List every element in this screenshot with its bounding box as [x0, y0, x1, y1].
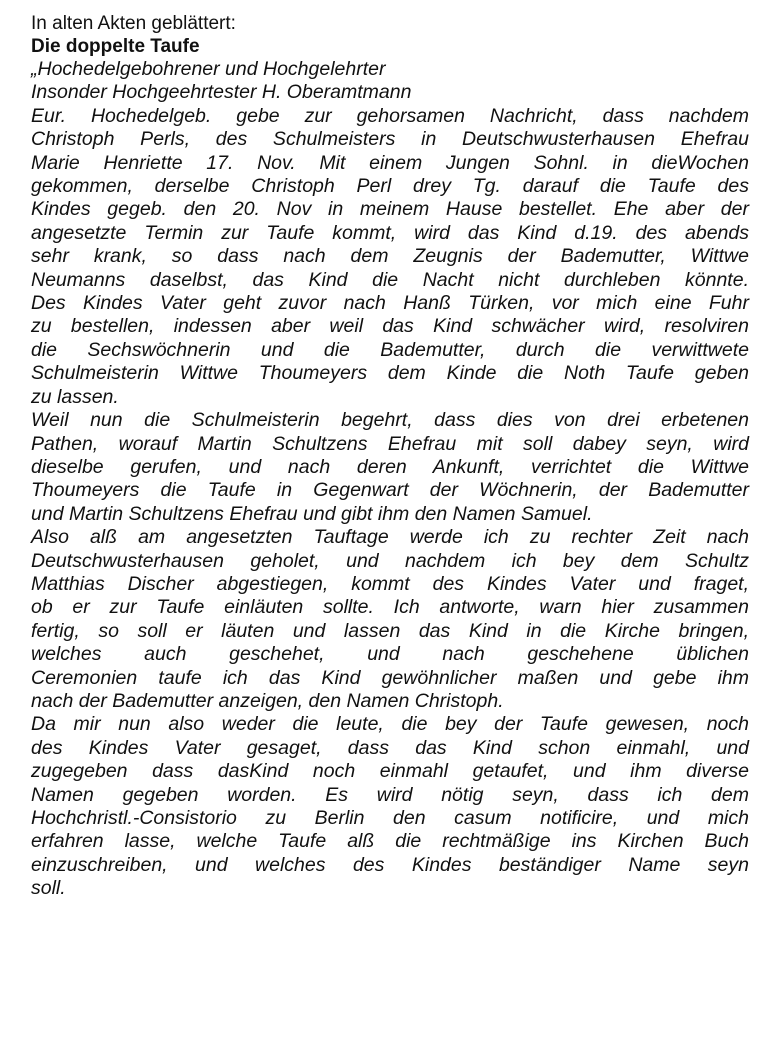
text-line: Da mir nun also weder die leute, die bey der Taufe gewesen, noch [31, 713, 749, 736]
document-page [31, 12, 749, 901]
paragraph-4 [31, 713, 749, 900]
text-line: sehr krank, so dass nach dem Zeugnis der Bademutter, Wittwe [31, 245, 749, 268]
letter-body [31, 58, 749, 901]
salutation-line: „Hochedelgebohrener und Hochgelehrter [31, 58, 386, 80]
text-line: Namen gegeben worden. Es wird nötig seyn, dass ich dem [31, 783, 749, 806]
paragraph-3 [31, 526, 749, 713]
text-line: ob er zur Taufe einläuten sollte. Ich antworte, warn hier zusammen [31, 596, 749, 619]
text-line: Thoumeyers die Taufe in Gegenwart der Wöchnerin, der Bademutter [31, 479, 749, 502]
paragraph-1 [31, 105, 749, 409]
text-line: Eur. Hochedelgeb. gebe zur gehorsamen Nachricht, dass nachdem [31, 104, 749, 127]
text-line: einzuschreiben, und welches des Kindes beständiger Name seyn [31, 853, 749, 876]
article-title: Die doppelte Taufe [31, 36, 200, 57]
text-line: soll. [31, 877, 66, 900]
text-line: nach der Bademutter anzeigen, den Namen Christoph. [31, 689, 504, 712]
text-line: Marie Henriette 17. Nov. Mit einem Jungen Sohnl. in dieWochen [31, 151, 749, 174]
text-line: zu bestellen, indessen aber weil das Kind schwächer wird, resolviren [31, 315, 749, 338]
text-line: angesetzte Termin zur Taufe kommt, wird das Kind d.19. des abends [31, 221, 749, 244]
text-line: Ceremonien taufe ich das Kind gewöhnlicher maßen und gebe ihm [31, 666, 749, 689]
text-line: Christoph Perls, des Schulmeisters in Deutschwusterhausen Ehefrau [31, 128, 749, 151]
text-line: fertig, so soll er läuten und lassen das Kind in die Kirche bringen, [31, 619, 749, 642]
text-line: und Martin Schultzens Ehefrau und gibt ihm den Namen Samuel. [31, 502, 593, 525]
text-line: welches auch geschehet, und nach geschehene üblichen [31, 643, 749, 666]
text-line: Neumanns daselbst, das Kind die Nacht nicht durchleben könnte. [31, 268, 749, 291]
text-line: zugegeben dass dasKind noch einmahl getaufet, und ihm diverse [31, 760, 749, 783]
text-line: Weil nun die Schulmeisterin begehrt, dass dies von drei erbetenen [31, 409, 749, 432]
text-line: die Sechswöchnerin und die Bademutter, durch die verwittwete [31, 338, 749, 361]
paragraph-2 [31, 409, 749, 526]
text-line: Matthias Discher abgestiegen, kommt des Kindes Vater und fraget, [31, 572, 749, 595]
text-line: Des Kindes Vater geht zuvor nach Hanß Türken, vor mich eine Fuhr [31, 292, 749, 315]
article-kicker: In alten Akten geblättert: [31, 13, 236, 34]
text-line: Kindes gegeb. den 20. Nov in meinem Hause bestellet. Ehe aber der [31, 198, 749, 221]
text-line: gekommen, derselbe Christoph Perl drey Tg. darauf die Taufe des [31, 175, 749, 198]
text-line: Pathen, worauf Martin Schultzens Ehefrau mit soll dabey seyn, wird [31, 432, 749, 455]
text-line: des Kindes Vater gesaget, dass das Kind schon einmahl, und [31, 736, 749, 759]
text-line: Hochchristl.-Consistorio zu Berlin den casum notificire, und mich [31, 807, 749, 829]
salutation-line: Insonder Hochgeehrtester H. Oberamtmann [31, 81, 412, 104]
text-line: Also alß am angesetzten Tauftage werde ich zu rechter Zeit nach [31, 526, 749, 549]
text-line: Deutschwusterhausen geholet, und nachdem ich bey dem Schultz [31, 549, 749, 572]
text-line: dieselbe gerufen, und nach deren Ankunft, verrichtet die Wittwe [31, 455, 749, 478]
text-line: erfahren lasse, welche Taufe alß die rechtmäßige ins Kirchen Buch [31, 830, 749, 853]
text-line: zu lassen. [31, 385, 119, 408]
text-line: Schulmeisterin Wittwe Thoumeyers dem Kinde die Noth Taufe geben [31, 362, 749, 385]
salutation [31, 58, 749, 105]
